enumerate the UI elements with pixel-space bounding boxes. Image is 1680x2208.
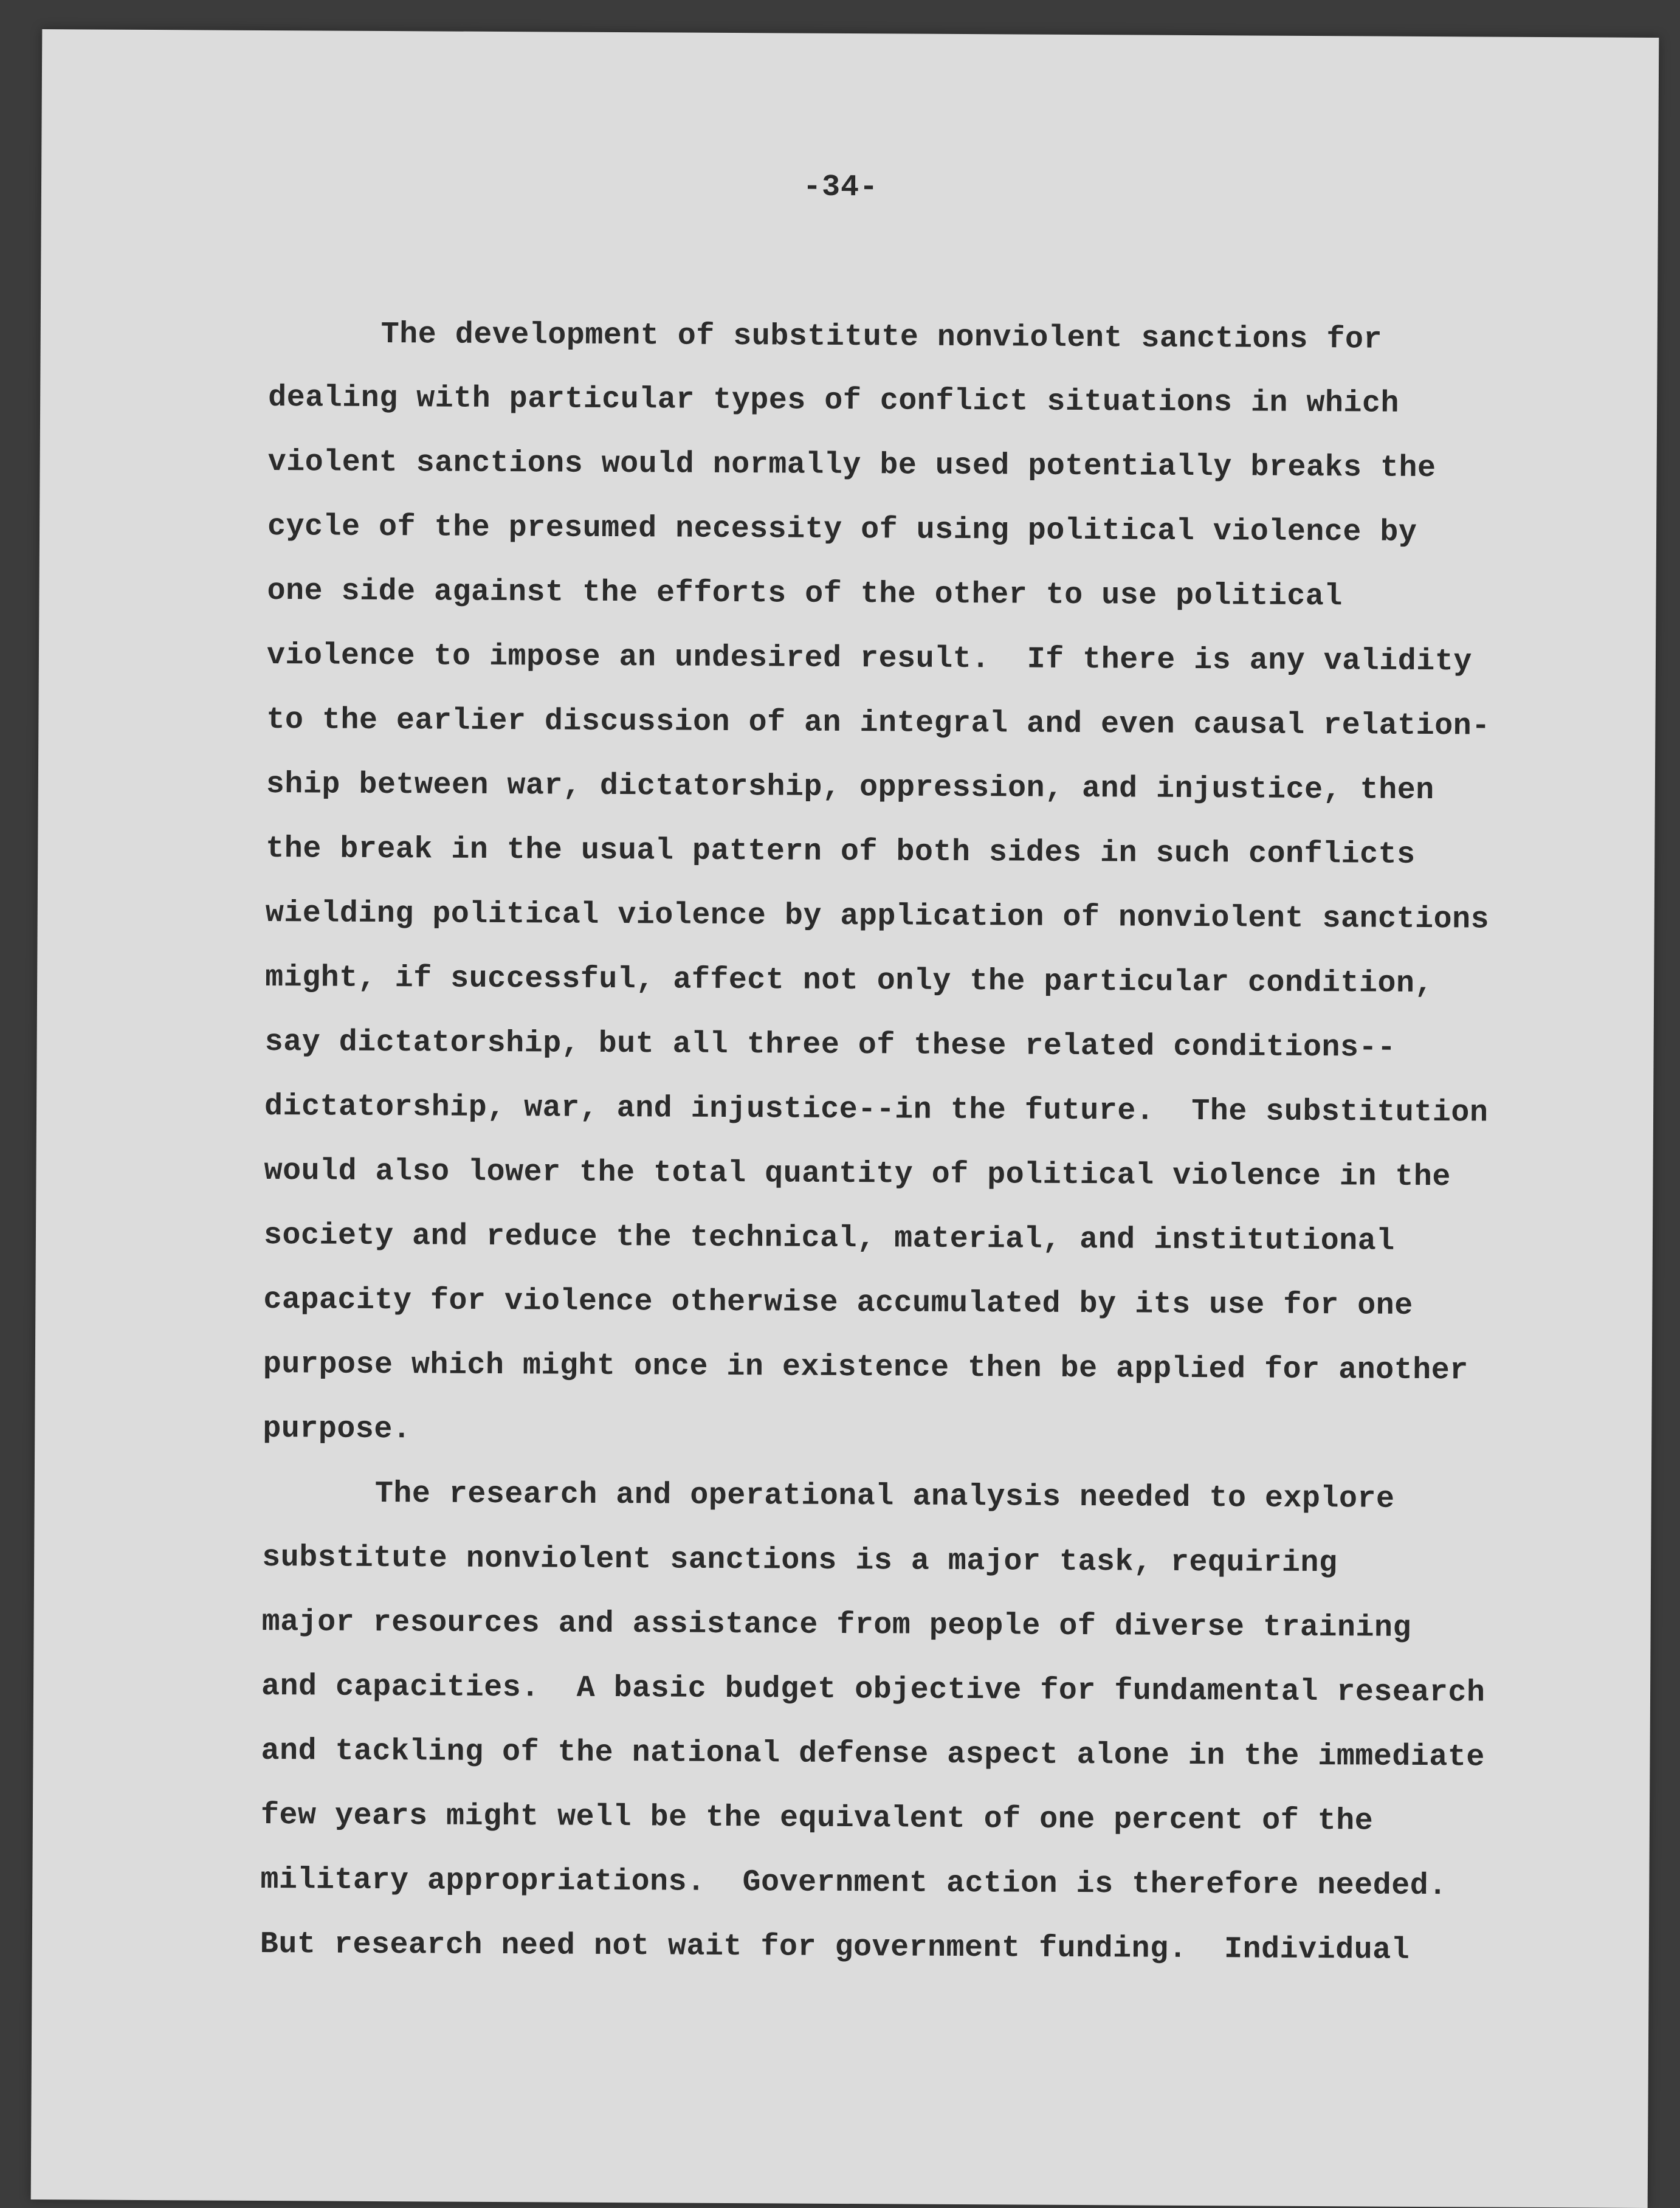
paragraph-1-line-11: might, if successful, affect not only the particular condition,: [265, 961, 1434, 1002]
paragraph-2-line-5: and tackling of the national defense aspect alone in the immediate: [261, 1733, 1485, 1775]
paragraph-1-line-15: society and reduce the technical, material, and institutional: [263, 1218, 1395, 1259]
paragraph-1-line-14: would also lower the total quantity of political violence in the: [264, 1153, 1451, 1195]
paragraph-2-line-6: few years might well be the equivalent of one percent of the: [260, 1798, 1374, 1839]
paragraph-2-line-7: military appropriations. Government action is therefore needed.: [260, 1862, 1447, 1904]
paragraph-1-line-12: say dictatorship, but all three of these related conditions--: [264, 1025, 1396, 1066]
paragraph-1-line-5: one side against the efforts of the other to use political: [267, 574, 1343, 615]
page-number: -34-: [802, 170, 879, 205]
paragraph-1-line-3: violent sanctions would normally be used potentially breaks the: [267, 445, 1436, 486]
paragraph-2-line-4: and capacities. A basic budget objective for fundamental research: [261, 1669, 1485, 1711]
paragraph-1-line-8: ship between war, dictatorship, oppression, and injustice, then: [266, 767, 1434, 809]
paragraph-1-line-7: to the earlier discussion of an integral and even causal relation-: [266, 703, 1490, 744]
paragraph-2-line-2: substitute nonviolent sanctions is a major task, requiring: [262, 1540, 1338, 1581]
typewritten-page: [31, 29, 1659, 2208]
paragraph-2-line-1: The research and operational analysis needed to explore: [374, 1476, 1395, 1517]
paragraph-1-line-6: violence to impose an undesired result. If there is any validity: [266, 638, 1472, 680]
paragraph-1-line-13: dictatorship, war, and injustice--in the future. The substitution: [264, 1089, 1489, 1131]
paragraph-1-line-9: the break in the usual pattern of both sides in such conflicts: [266, 832, 1416, 872]
paragraph-1-line-4: cycle of the presumed necessity of using political violence by: [267, 509, 1417, 550]
paragraph-1-line-10: wielding political violence by application of nonviolent sanctions: [265, 896, 1490, 937]
paragraph-1-line-1: The development of substitute nonviolent sanctions for: [380, 317, 1383, 357]
paragraph-2-line-8: But research need not wait for government funding. Individual: [260, 1927, 1410, 1968]
paragraph-1-line-18: purpose.: [263, 1411, 411, 1447]
paragraph-1-line-17: purpose which might once in existence then be applied for another: [263, 1347, 1468, 1389]
paragraph-1-line-16: capacity for violence otherwise accumulated by its use for one: [263, 1282, 1413, 1323]
paragraph-1-line-2: dealing with particular types of conflict situations in which: [268, 381, 1400, 421]
paragraph-2-line-3: major resources and assistance from people of diverse training: [261, 1604, 1412, 1646]
